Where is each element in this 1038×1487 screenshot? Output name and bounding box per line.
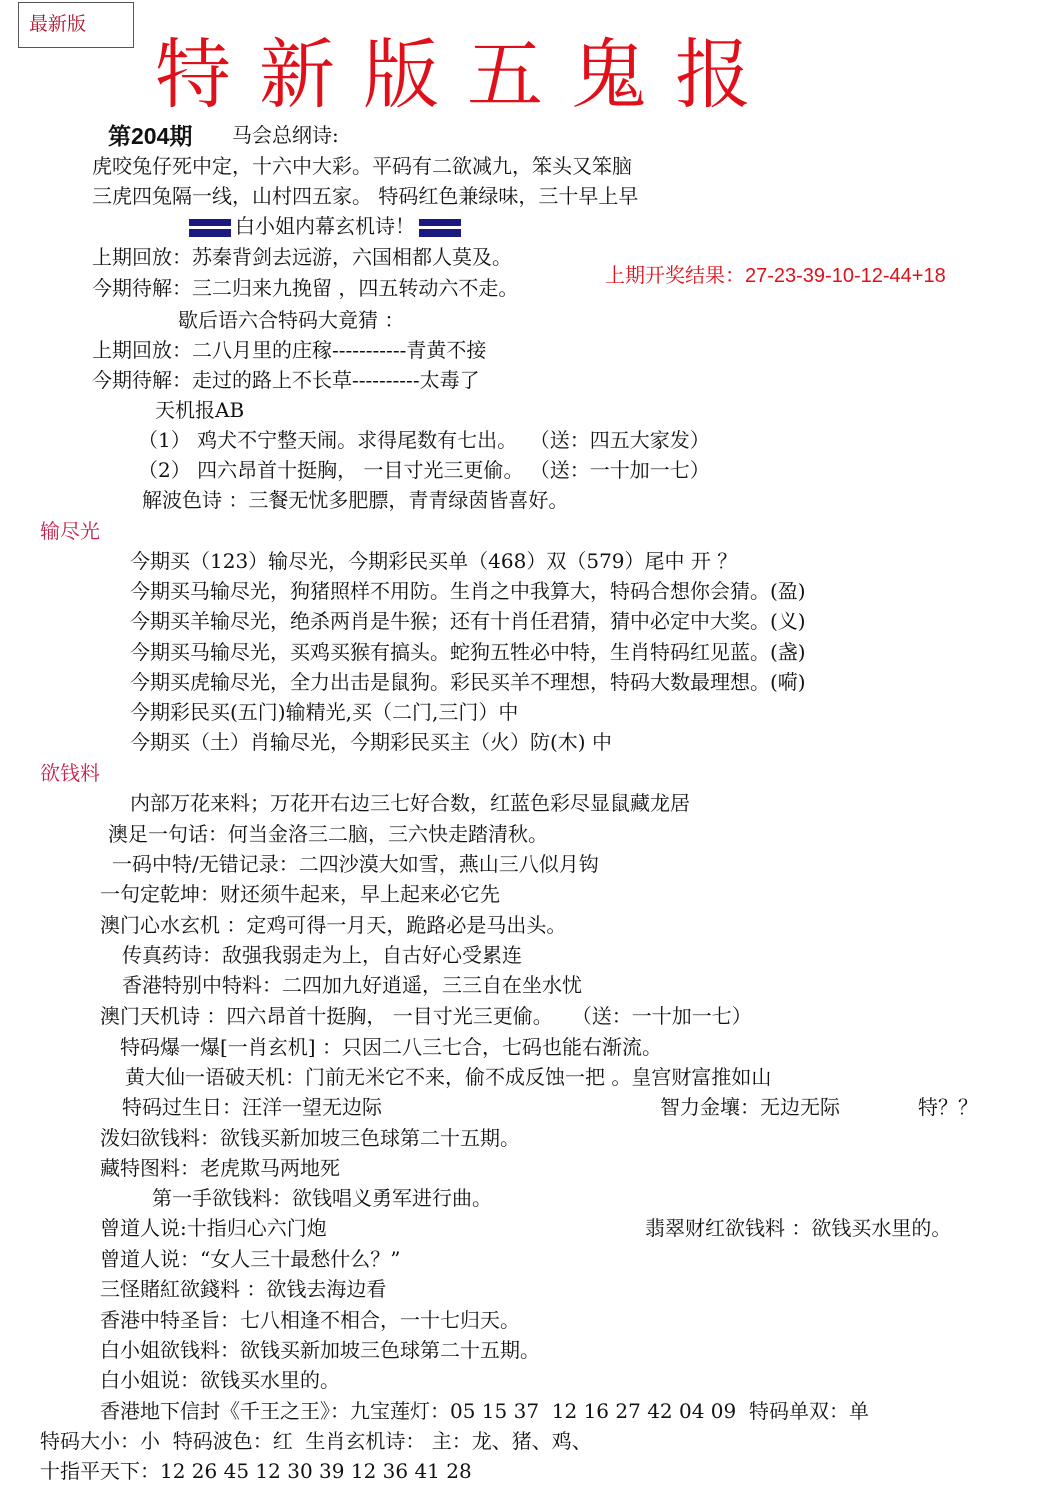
flag-icon <box>419 219 461 237</box>
section-heading: 输尽光 <box>40 519 100 543</box>
section2-line: 黄大仙一语破天机：门前无米它不来，偷不成反蚀一把 。皇宫财富推如山 <box>125 1065 772 1089</box>
section2-line: 内部万花来料；万花开右边三七好合数，红蓝色彩尽显鼠藏龙居 <box>130 791 690 815</box>
section2-line: 香港中特圣旨：七八相逢不相合，一十七归天。 <box>100 1308 520 1332</box>
side-note: 特？？ <box>918 1095 978 1119</box>
section2-line: 澳门天机诗 ：四六昂首十挺胸， 一目寸光三更偷。 （送：一十加一七） <box>100 1004 752 1028</box>
section2-line: 曾道人说：“女人三十最愁什么？” <box>100 1247 401 1271</box>
section2-line: 曾道人说:十指归心六门炮 <box>100 1216 327 1240</box>
riddle-line: 今期待解：走过的路上不长草----------太毒了 <box>92 368 480 392</box>
poem-heading: 马会总纲诗: <box>232 123 339 147</box>
poem-line: 虎咬兔仔死中定，十六中大彩。平码有二欲减九，笨头又笨脑 <box>92 154 632 178</box>
section2-line: 十指平天下：12 26 45 12 30 39 12 36 41 28 <box>40 1459 472 1483</box>
section2-line: 白小姐欲钱料：欲钱买新加坡三色球第二十五期。 <box>100 1338 540 1362</box>
section2-line: 澳足一句话：何当金洛三二脑，三六快走踏清秋。 <box>108 822 548 846</box>
section2-line: 泼妇欲钱料：欲钱买新加坡三色球第二十五期。 <box>100 1126 520 1150</box>
banner: 白小姐内幕玄机诗！ <box>185 213 465 239</box>
section2-line: 香港特别中特料：二四加九好逍遥，三三自在坐水忧 <box>122 973 582 997</box>
section1-line: 今期买羊输尽光，绝杀两肖是牛猴；还有十肖任君猜，猜中必定中大奖。(义) <box>130 609 806 633</box>
section2-line: 一码中特/无错记录：二四沙漠大如雪，燕山三八似月钩 <box>112 852 599 876</box>
poem-line: 三虎四兔隔一线，山村四五家。 特码红色兼绿味，三十早上早 <box>92 184 639 208</box>
section2-line: 香港地下信封《千王之王》：九宝莲灯：05 15 37 12 16 27 42 04 09 特码单双：单 <box>100 1399 869 1423</box>
latest-edition-badge: 最新版 <box>18 2 134 48</box>
jiebo-line: 解波色诗 ：三餐无忧多肥膘，青青绿茵皆喜好。 <box>142 488 569 512</box>
section2-line: 传真药诗：敌强我弱走为上，自古好心受累连 <box>122 943 522 967</box>
side-note: 智力金壤：无边无际 <box>660 1095 840 1119</box>
section2-line: 第一手欲钱料：欲钱唱义勇军进行曲。 <box>152 1186 492 1210</box>
section1-line: 今期彩民买(五门)输精光,买（二门,三门）中 <box>130 700 519 724</box>
section2-line: 三怪賭紅欲錢料 ：欲钱去海边看 <box>100 1277 387 1301</box>
section-heading: 欲钱料 <box>40 761 100 785</box>
section2-line: 特码爆一爆[一肖玄机] ：只因二八三七合，七码也能右渐流。 <box>120 1035 662 1059</box>
white-poem-line: 今期待解：三二归来九挽留 ，四五转动六不走。 <box>92 276 519 300</box>
section2-line: 白小姐说：欲钱买水里的。 <box>100 1368 340 1392</box>
tianji-heading: 天机报AB <box>155 398 245 422</box>
section2-line: 特码过生日：汪洋一望无边际 <box>122 1095 382 1119</box>
section1-line: 今期买（土）肖输尽光，今期彩民买主（火）防(木) 中 <box>130 730 612 754</box>
section1-line: 今期买马输尽光，狗猪照样不用防。生肖之中我算大，特码合想你会猜。(盈) <box>130 579 806 603</box>
last-result: 上期开奖结果：27-23-39-10-12-44+18 <box>605 265 946 287</box>
section2-line: 藏特图料：老虎欺马两地死 <box>100 1156 340 1180</box>
issue-number: 第204期 <box>108 123 193 149</box>
page-title: 特新版五鬼报 <box>155 30 779 119</box>
section1-line: 今期买（123）输尽光，今期彩民买单（468）双（579）尾中 开 ？ <box>130 549 738 573</box>
section2-line: 一句定乾坤：财还须牛起来，早上起来必它先 <box>100 882 500 906</box>
section1-line: 今期买马输尽光，买鸡买猴有搞头。蛇狗五牲必中特，生肖特码红见蓝。(盏) <box>130 640 806 664</box>
riddle-heading: 歇后语六合特码大竟猜 ： <box>178 308 405 332</box>
section2-line: 澳门心水玄机 ：定鸡可得一月天，跪路必是马出头。 <box>100 913 567 937</box>
riddle-line: 上期回放：二八月里的庄稼-----------青黄不接 <box>92 338 487 362</box>
tianji-line: （1） 鸡犬不宁整天闹。求得尾数有七出。 （送：四五大家发） <box>138 428 710 452</box>
section1-line: 今期买虎输尽光，全力出击是鼠狗。彩民买羊不理想，特码大数最理想。(嗬) <box>130 670 806 694</box>
flag-icon <box>189 219 231 237</box>
white-poem-line: 上期回放：苏秦背剑去远游，六国相都人莫及。 <box>92 245 512 269</box>
tianji-line: （2） 四六昂首十挺胸， 一目寸光三更偷。 （送：一十加一七） <box>138 458 710 482</box>
side-note: 翡翠财红欲钱料 ：欲钱买水里的。 <box>645 1216 952 1240</box>
section2-line: 特码大小：小 特码波色：红 生肖玄机诗： 主：龙、猪、鸡、 <box>40 1429 592 1453</box>
